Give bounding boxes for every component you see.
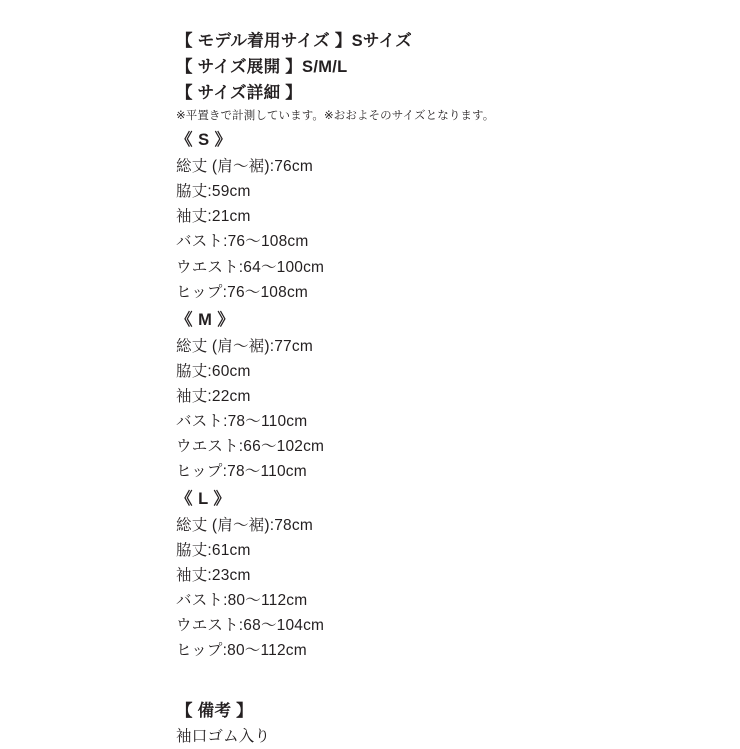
spec-s-total-length: 総丈 (肩〜裾):76cm (176, 158, 313, 176)
size-label-s: 《 S 》 (176, 131, 232, 150)
spec-s-bust: バスト:76〜108cm (176, 233, 309, 251)
model-size-heading: 【 モデル着用サイズ 】Sサイズ (176, 32, 413, 50)
measurement-note: ※平置きで計測しています。※おおよそのサイズとなります。 (176, 110, 495, 123)
spec-l-bust: バスト:80〜112cm (176, 592, 308, 610)
size-group-m (176, 307, 606, 484)
spec-l-side-length: 脇丈:61cm (176, 542, 251, 560)
spec-m-waist: ウエスト:66〜102cm (176, 437, 325, 455)
spec-s-sleeve-length: 袖丈:21cm (176, 208, 251, 226)
spec-s-waist: ウエスト:64〜100cm (176, 258, 325, 276)
spec-l-total-length: 総丈 (肩〜裾):78cm (176, 516, 313, 534)
spec-s-hip: ヒップ:76〜108cm (176, 283, 309, 301)
size-label-l: 《 L 》 (176, 490, 231, 509)
spec-s-side-length: 脇丈:59cm (176, 183, 251, 201)
remarks-heading: 【 備考 】 (176, 701, 253, 720)
spec-l-hip: ヒップ:80〜112cm (176, 642, 307, 660)
spec-m-hip: ヒップ:78〜110cm (176, 463, 307, 481)
size-range-heading: 【 サイズ展開 】S/M/L (176, 58, 348, 77)
section-spacer (176, 664, 606, 698)
spec-m-bust: バスト:78〜110cm (176, 412, 308, 430)
spec-l-waist: ウエスト:68〜104cm (176, 617, 325, 635)
spec-m-side-length: 脇丈:60cm (176, 362, 251, 380)
size-group-l (176, 486, 606, 663)
remarks-line-1: 袖口ゴム入り (176, 727, 271, 745)
size-group-s (176, 127, 606, 304)
size-detail-heading: 【 サイズ詳細 】 (176, 84, 303, 103)
size-chart-content (176, 28, 606, 749)
spec-l-sleeve-length: 袖丈:23cm (176, 567, 251, 585)
spec-m-total-length: 総丈 (肩〜裾):77cm (176, 337, 313, 355)
size-label-m: 《 M 》 (176, 310, 235, 329)
spec-m-sleeve-length: 袖丈:22cm (176, 387, 251, 405)
